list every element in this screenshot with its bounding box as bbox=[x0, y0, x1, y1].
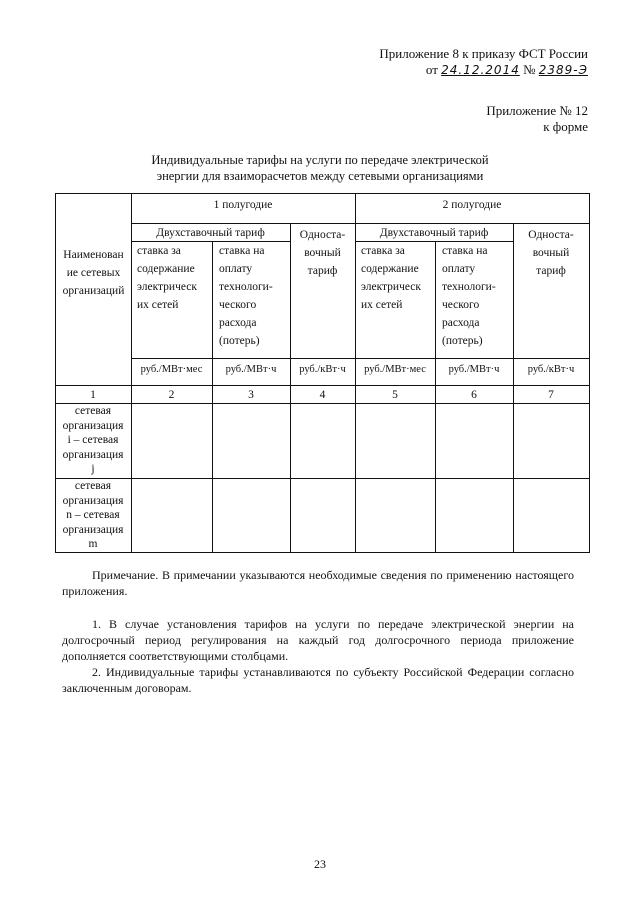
header-text: ставка на bbox=[219, 245, 265, 257]
appendix-number: Приложение № 12 bbox=[486, 103, 588, 118]
order-number: 2389-Э bbox=[538, 63, 588, 77]
header-text: технологи- bbox=[219, 281, 273, 293]
header-text: оплату bbox=[219, 263, 253, 275]
table-line bbox=[55, 478, 590, 479]
table-line bbox=[131, 358, 590, 359]
row-text: организация bbox=[62, 448, 124, 461]
maintenance-rate-header-1 bbox=[137, 242, 211, 314]
header-text: расхода bbox=[442, 317, 480, 329]
title-line-2: энергии для взаиморасчетов между сетевыми организациями bbox=[156, 169, 484, 183]
header-text: ставка на bbox=[442, 245, 488, 257]
header-text: тариф bbox=[307, 265, 338, 277]
header-text: Наименован bbox=[63, 249, 124, 261]
header-text: расхода bbox=[219, 317, 257, 329]
two-rate-tariff-header-2: Двухставочный тариф bbox=[379, 227, 489, 239]
row-text: j bbox=[91, 463, 95, 475]
header-text: их сетей bbox=[361, 299, 403, 311]
table-row-org-2 bbox=[55, 479, 131, 552]
unit-cell: руб./МВт·мес bbox=[364, 364, 426, 375]
header-text: Односта- bbox=[299, 229, 346, 241]
number-sign: № bbox=[523, 62, 536, 77]
header-text: организаций bbox=[62, 285, 125, 297]
row-text: сетевая bbox=[74, 480, 112, 492]
row-text: i – сетевая bbox=[67, 434, 119, 446]
half-year-2-header: 2 полугодие bbox=[442, 199, 502, 211]
unit-cell: руб./МВт·мес bbox=[140, 364, 203, 375]
row-text: организация bbox=[62, 419, 124, 432]
column-number: 7 bbox=[548, 389, 554, 401]
one-rate-tariff-header-2 bbox=[513, 226, 589, 280]
half-year-1-header: 1 полугодие bbox=[213, 199, 273, 211]
maintenance-rate-header-2 bbox=[361, 242, 435, 314]
column-number: 1 bbox=[90, 389, 96, 401]
note-paragraph: Примечание. В примечании указываются необходимые сведения по применению настоящего приложения. bbox=[62, 568, 574, 598]
note-item-1: 1. В случае установления тарифов на услуги по передаче электрической энергии на долгосрочный период регулирования на каждый год долгосрочного периода приложение дополняется соответствующими столбцами. bbox=[62, 617, 574, 663]
table-border-bottom bbox=[55, 552, 590, 553]
page-number: 23 bbox=[314, 857, 326, 871]
column-number: 5 bbox=[392, 389, 398, 401]
unit-cell: руб./кВт·ч bbox=[527, 364, 575, 375]
header-text: ставка за bbox=[137, 245, 181, 257]
header-text: Односта- bbox=[528, 229, 574, 241]
header-text: ставка за bbox=[361, 245, 405, 257]
unit-cell: руб./МВт·ч bbox=[225, 364, 277, 375]
date-prefix: от bbox=[425, 62, 438, 77]
row-text: организация bbox=[62, 523, 124, 536]
losses-rate-header-2 bbox=[442, 242, 512, 350]
header-text: ческого bbox=[442, 299, 480, 311]
note-item-2: 2. Индивидуальные тарифы устанавливаются по субъекту Российской Федерации согласно заключенным договорам. bbox=[62, 665, 574, 695]
unit-cell: руб./кВт·ч bbox=[299, 364, 346, 375]
header-text: (потерь) bbox=[219, 335, 260, 347]
column-number: 6 bbox=[471, 389, 477, 401]
header-text: электрическ bbox=[361, 281, 421, 293]
unit-cell: руб./МВт·ч bbox=[448, 364, 500, 375]
column-number: 2 bbox=[168, 389, 175, 401]
title-line-1: Индивидуальные тарифы на услуги по передаче электрической bbox=[151, 153, 489, 167]
row-text: n – сетевая bbox=[66, 509, 120, 521]
column-number: 4 bbox=[319, 389, 326, 401]
header-text: содержание bbox=[361, 263, 419, 275]
row-text: организация bbox=[62, 494, 124, 507]
org-column-header bbox=[56, 246, 131, 300]
header-text: электрическ bbox=[137, 281, 197, 293]
header-text: ческого bbox=[219, 299, 257, 311]
appendix-form: к форме bbox=[543, 119, 588, 134]
header-text: содержание bbox=[137, 263, 195, 275]
losses-rate-header-1 bbox=[219, 242, 289, 350]
one-rate-tariff-header-1 bbox=[290, 226, 355, 280]
header-text: (потерь) bbox=[442, 335, 483, 347]
header-text: технологи- bbox=[442, 281, 496, 293]
column-number: 3 bbox=[248, 389, 254, 401]
header-text: тариф bbox=[536, 265, 566, 277]
row-text: m bbox=[88, 538, 98, 550]
row-text: сетевая bbox=[74, 405, 112, 417]
two-rate-tariff-header-1: Двухставочный тариф bbox=[156, 227, 265, 239]
header-text: оплату bbox=[442, 263, 476, 275]
header-text: ие сетевых bbox=[66, 267, 121, 279]
header-text: вочный bbox=[304, 247, 341, 259]
order-line: Приложение 8 к приказу ФСТ России bbox=[379, 46, 588, 61]
table-border-top bbox=[55, 193, 590, 194]
table-border-right bbox=[589, 193, 590, 553]
header-text: их сетей bbox=[137, 299, 179, 311]
table-row-org-1 bbox=[55, 404, 131, 477]
order-date: 24.12.2014 bbox=[441, 63, 520, 77]
header-text: вочный bbox=[532, 247, 570, 259]
